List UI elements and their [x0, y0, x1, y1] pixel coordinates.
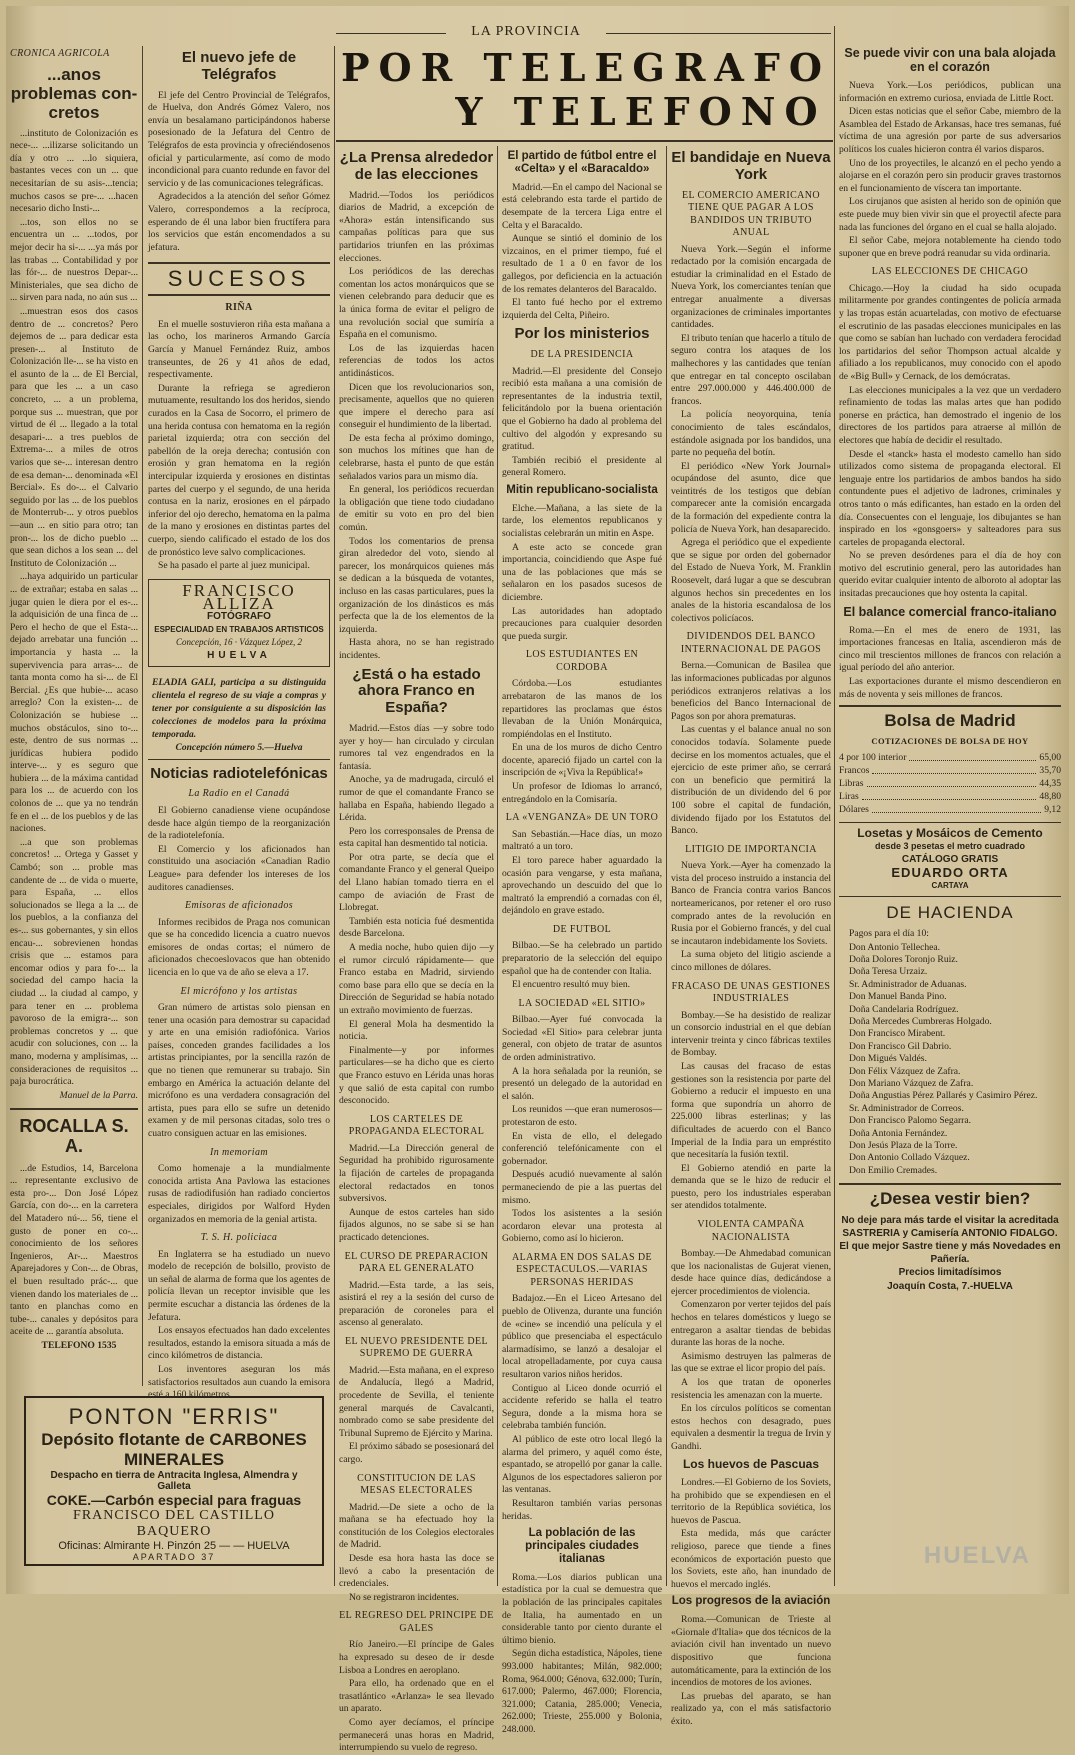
paragraph: Nueva York.—Ayer ha comenzado la vista del proceso instruido a instancia del Banco de Francia contra varios Bancos norteamericanos, por retener el oro ruso comprado antes de la revolución en Rusia por el Gobierno francés, y del cual se incautaron indebidamente los Soviets. [671, 860, 831, 947]
ad-subtitle: Depósito flotante de CARBONES MINERALES [41, 1430, 307, 1469]
ad-text: ...de Estudios, 14, Barcelona ... representante exclusivo de esta pro-... Don José López García, con do-... en la carretera del Matadero nú-... 56, tiene el gusto de poner en co-... conocimiento de los señores Ingenieros, Ar-... Maestros Aparejadores y Con-... de Obras, el buen resultado prác-... que vienen dando los materiales de ... tanto en planchas como en tube-... canales y depósitos para aceite de ... garantía absoluta. [10, 1162, 138, 1338]
article-title: Noticias radiotelefónicas [150, 764, 328, 782]
subheading: EL REGRESO DEL PRINCIPE DE GALES [339, 1610, 494, 1634]
list-item: Don Francisco Palomo Segarra. [849, 1115, 972, 1127]
subheading: T. S. H. policiaca [200, 1232, 278, 1244]
signature: Manuel de la Parra. [59, 1089, 138, 1101]
subheading: In memoriam [209, 1146, 268, 1158]
paragraph: Roma.—Los diarios publican una estadística por la cual se demuestra que la población de las principales capitales de Italia, ha aumentado en un considerable tanto por ciento durante el último bienio. [502, 1571, 662, 1646]
bolsa-label: 4 por 100 interior [839, 751, 907, 763]
main-headline [336, 46, 836, 134]
subheading: FRACASO DE UNAS GESTIONES INDUSTRIALES [671, 980, 831, 1005]
paragraph: El señor Cabe, mejora notablemente ha ciendo todo suponer que en breve podrá reanudar su vida ordinaria. [839, 235, 1061, 259]
paragraph: Por otra parte, se decía que el comandante Franco y el general Queipo del Llano habían tomado tierra en el campo de aviación de Frast de Llobregat. [339, 851, 494, 914]
paragraph: Bilbao.—Ayer fué convocada la Sociedad «El Sitio» para celebrar junta general, con objeto de tratar de asuntos de orden administrativo. [502, 1014, 662, 1064]
paragraph: Desde el «tanck» hasta el modesto camello han sido utilizados como sistema de propaganda electoral. El lenguaje entre los partidarios de ambos bandos ha sido contundente pues el adjetivo de ladrones, criminales y otros tanto o más edificantes, han estado en la orden del día. Consecuentes con el lenguaje, los dibujantes se han inspirado en los «gonsgoers» y salteadores para sus carteles de propaganda electoral. [839, 448, 1061, 548]
paragraph: Las elecciones municipales a la vez que un verdadero refinamiento de todas las malas artes que han podido ponerse en práctica, han demostrado el ingenio de los directores de los partidos para atraerse al millón de electores que había de decidir el resultado. [839, 384, 1061, 446]
paragraph: También recibió el presidente al general Romero. [502, 454, 662, 479]
paragraph: Un profesor de Idiomas lo arrancó, entregándolo en la Comisaría. [502, 781, 662, 805]
paragraph: ...haya adquirido un particular ... de extrañar; estaba en salas ... jugar quien le diera por el es-... la adquisición de una finca de ... Pero el hecho de que el Esta-... dejado arrebatar una función ... importancia y hasta ... la supervivencia para arras-... de tanta monta como ha si-... de El Bercial. ¿Es que hubie-... acaso arreglo? Con la existen-... de Colonización se hubiese ... muchos obstáculos, sino to-... este, dentro de sus normas ... jurídicas hubiera podido interve-... y es seguro que hubiera ... de la máxima cantidad para los ... de acuerdo con los colonos de ... que ya no tendrán fe en el ... de los pueblos y de las naciones. [10, 571, 138, 835]
paragraph: La policía neoyorquina, tenía conocimiento de tales escándalos, estándole asignada por los bandidos, una parte no pequeña del botín. [671, 409, 831, 459]
paragraph: Las cuentas y el balance anual no son conocidos todavía. Solamente puede decirse en los momentos actuales, que el ejercicio de este primer año, se cerrará con un beneficio que permitirá la distribución de un dividendo del 6 por 100 sobre el capital de fundación, dividendo fijado por los Estatutos del Banco. [671, 724, 831, 837]
bolsa-row [839, 777, 1061, 790]
subheading: EL CURSO DE PREPARACION PARA EL GENERALATO [344, 1250, 489, 1275]
ad-address: Concepción, 16 · Vázquez López, 2 [176, 636, 302, 647]
column-2 [148, 46, 330, 1401]
list-item: Doña Mercedes Cumbreras Holgado. [849, 1015, 992, 1027]
paragraph: Según dicha estadística, Nápoles, tiene 993.000 habitantes; Milán, 982.000; Roma, 964.000; Génova, 632.000; Turín, 617.000; Palermo, 467.000; Florencia, 321.000; Catania, 285.000; Venecia, 262.000; Trieste, 255.000 y Bolonia, 248.000. [502, 1648, 662, 1735]
paragraph: Finalmente—y por informes particulares—se ha dicho que es cierto que Franco estuvo en Lérida unas horas y que salió de esta capital con rumbo desconocido. [339, 1044, 494, 1107]
leader-dots [909, 751, 1036, 761]
subheading: LAS ELECCIONES DE CHICAGO [871, 266, 1029, 278]
paragraph: Chicago.—Hoy la ciudad ha sido ocupada militarmente por grandes contingentes de policía armada y las tropas están acuarteladas, con motivo de efectuarse el escrutinio de las pasadas elecciones municipales en las que como se sabían han luchado con verdadera ferocidad los partidarios del señor Thompson actual alcalde y afiliado a los republicanos, muy conocido con el apodo de «Big Bull» y Cernack, de los demócratas. [839, 282, 1061, 382]
bolsa-row [839, 751, 1061, 764]
bolsa-value: 44,35 [1039, 777, 1061, 789]
paragraph: Resultaron también varias personas heridas. [502, 1497, 662, 1522]
ad-ponton-erris [24, 1396, 324, 1566]
ad-title: PONTON "ERRIS" [68, 1404, 280, 1429]
paragraph: Después acudió nuevamente al salón permaneciendo de pie a las puertas del mismo. [502, 1169, 662, 1206]
paragraph: Agrega el periódico que el expediente que se sigue por orden del gobernador del Estado de Nueva York, M. Franklin Roosevelt, dará lugar a que se descubran algunos hechos sin precedentes en los anales de la historia escandalosa de los colectivos policíacos. [671, 537, 831, 624]
subheading: EL COMERCIO AMERICANO TIENE QUE PAGAR A LOS BANDIDOS UN TRIBUTO ANUAL [681, 189, 821, 239]
paragraph: En vista de ello, el delegado conferenció telefónicamente con el gobernador. [502, 1130, 662, 1167]
column-rule-2 [334, 46, 335, 1586]
headline-rule [336, 140, 833, 142]
article-title: El bandidaje en Nueva York [671, 149, 831, 183]
bolsa-row [839, 764, 1061, 777]
ad-address: Oficinas: Almirante H. Pinzón 25 — — HUELVA [58, 1540, 290, 1552]
subheading: RIÑA [225, 302, 253, 314]
paragraph: Esta medida, más que carácter religioso, parece que tiende a fines económicos de exportación puesto que los Soviets, este año, han inundado de huevos el mercado inglés. [671, 1528, 831, 1590]
bolsa-label: Libras [839, 777, 864, 789]
list-item: Don Migués Valdés. [849, 1053, 927, 1065]
paragraph: Nueva York.—Según el informe redactado por la comisión encargada de estudiar la criminalidad en el Estado de Nueva York, los comerciantes tenían que entregar anualmente a diversas organizaciones de criminales importantes cantidades. [671, 243, 831, 331]
paragraph: El encuentro resultó muy bien. [512, 979, 631, 991]
paragraph: Los periódicos de las derechas comentan los actos monárquicos que se vienen celebrando para deducir que es la única forma de evitar el peligro de una revolución social que sumiría a España en el comunismo. [339, 266, 494, 341]
paragraph: Agradecidos a la atención del señor Gómez Valero, correspondemos a la recíproca, esperando de él una labor bien fructífera para los servicios que están encomendados a su jefatura. [148, 191, 330, 253]
article-title: Por los ministerios [514, 325, 650, 343]
ad-text: ELADIA GALI, participa a su distinguida clientela el regreso de su viaje a compras y tener por consiguiente a su disposición las colecciones de modelos para la próxima temporada. [152, 677, 326, 740]
paragraph: Córdoba.—Los estudiantes arrebataron de las manos de los repartidores las proclamas que éstos llevaban de la Unión Monárquica, rompiéndolas en el Instituto. [502, 678, 662, 740]
paragraph: Los cirujanos que asisten al herido son de opinión que este puede muy bien vivir sin que el proyectil afecte para nada las funciones del órgano en el cual se halla alojado. [839, 196, 1061, 233]
paragraph: Roma.—En el mes de enero de 1931, las importaciones francesas en Italia, ascendieron más de cinco mil trescientos millones de francos con relación a igual período del año anterior. [839, 624, 1061, 674]
paragraph: Berna.—Comunican de Basilea que las informaciones publicadas por algunos periódicos extranjeros relativas a los beneficios del Banco Internacional de Pagos son por ahora prematuras. [671, 660, 831, 722]
leader-dots [872, 803, 1041, 813]
paragraph: Se ha pasado el parte al juez municipal. [158, 560, 310, 572]
subheading: VIOLENTA CAMPAÑA NACIONALISTA [697, 1219, 805, 1243]
paragraph: Uno de los proyectiles, le alcanzó en el pecho yendo a alojarse en el corazón pero sin producir graves trastornos en el funcionamiento de víscera tan importante. [839, 157, 1061, 194]
paragraph: El Gobierno atendió en parte la demanda que se le hizo de reducir el puesto, pero los industriales esperaban ser atendidos totalmente. [671, 1162, 831, 1212]
hacienda-list [839, 942, 1061, 1178]
bolsa-value: 35,70 [1039, 764, 1061, 776]
ad-title: Losetas y Mosáicos de Cemento [857, 825, 1043, 840]
bolsa-label: Francos [839, 764, 870, 776]
paragraph: Pagos para el día 10: [849, 927, 929, 939]
bolsa-title: Bolsa de Madrid [839, 705, 1061, 730]
ad-name: EDUARDO ORTA [891, 864, 1009, 880]
paragraph: Madrid.—Esta mañana, en el expreso de Andalucía, llegó a Madrid, procedente de Sevilla, el teniente general marqués de Cavalcanti, nombrado como se sabe presidente del Tribunal Supremo de Ejército y Marina. [339, 1364, 494, 1439]
paragraph: Aunque se sintió el dominio de los vizcainos, en el primer tiempo, fué el resultado de 1 a 0 en favor de los gallegos, por deficiencia en la actuación de los remates delanteros del Baracaldo. [502, 233, 662, 295]
paragraph: En Inglaterra se ha estudiado un nuevo modelo de recepción de bolsillo, provisto de un señal de alarma de forma que los agentes de policía llevan un receptor invisible que les permite escuchar a distancia las órdenes de la Jefatura. [148, 1248, 330, 1323]
paragraph: Las causas del fracaso de estas gestiones son la resistencia por parte del Gobierno a reducir el impuesto en una forma que supondría un ahorro de 225.000 libras esterlinas; y las dificultades de acuerdo con el Banco Imperial de la India para un empréstito que necesitaría la fusión textil. [671, 1060, 831, 1161]
ad-title: ¿Desea vestir bien? [839, 1183, 1061, 1208]
masthead-rule-left [336, 33, 446, 34]
column-5 [671, 146, 831, 1727]
paragraph: Madrid.—Esta tarde, a las seis, asistirá el rey a la sesión del curso de preparación de coroneles para el ascenso al generalato. [339, 1279, 494, 1329]
paragraph: ...instituto de Colonización es nece-... ...ilizarse solicitando un día y otro ... ...lo siquiera, bastantes veces con un ... que necesitarían de su asis-...tencia; muchos casos se pre-... ...hacen necesario dicho Insti-... [10, 127, 138, 215]
paragraph: Anoche, ya de madrugada, circuló el rumor de que el comandante Franco se hallaba en España, habiendo llegado a Lérida. [339, 774, 494, 824]
paragraph: Asimismo destruyen las palmeras de las que se extrae el licor propio del país. [671, 1350, 831, 1375]
bolsa-row [839, 803, 1061, 816]
paragraph: Como homenaje a la mundialmente conocida artista Ana Pavlowa las estaciones rusas de radiodifusión han radiado conciertos especiales, dirigidos por Walford Hyden organizados en memoria de la genial artista. [148, 1163, 330, 1225]
paragraph: ...a que son problemas concretos! ... Ortega y Gasset y Cambó; son ... proble mas candente de ... de vida o muerte, para España, ... ellos solucionados se llega a la ... de los pueblos, a la confianza del es-... sus gobernantes, y sin ellos encau-... sobrevienen hondas crisis que ... estamos para encomar odios y para fo-... la sociedad del campo hacia la ciudad ... la ciudad al campo, y para tener en ... problema pavoroso de la emigra-... son problemas concretos y ... que acudir con soluciones, con ... la mano, moderna y amplísimas, ... consideraciones de requisitos ... paja burocrática. [10, 836, 138, 1088]
bolsa-label: Dólares [839, 803, 869, 815]
ad-address: Joaquín Costa, 7.-HUELVA [887, 1280, 1013, 1292]
paragraph: A la hora señalada por la reunión, se presentó un delegado de la autoridad en el salón. [502, 1065, 662, 1102]
paragraph: La suma objeto del litigio asciende a cinco millones de dólares. [671, 949, 831, 973]
paragraph: Elche.—Mañana, a las siete de la tarde, los elementos republicanos y socialistas celebrarán un mitin en Aspe. [502, 502, 662, 539]
subheading: Emisoras de aficionados [184, 900, 294, 912]
paragraph: Bilbao.—Se ha celebrado un partido preparatorio de la selección del equipo español que ha de contender con Italia. [502, 940, 662, 977]
leader-dots [867, 777, 1037, 787]
paragraph: Madrid.—Estos días —y sobre todo ayer y hoy— han circulado y circulan rumores tal vez engendrados en la fantasía. [339, 722, 494, 772]
ad-address: CARTAYA [931, 880, 969, 890]
paragraph: Las pruebas del aparato, se han realizado ya, con el más satisfactorio éxito. [671, 1690, 831, 1727]
ad-sub: desde 3 pesetas el metro cuadrado [874, 840, 1026, 851]
paragraph: Todos los comentarios de prensa giran alrededor del voto, siendo al parecer, los monárquicos quienes más se dedican a la búsqueda de votantes, incluso en las casas particulares, pues la organización de los dinásticos es más perfecta que la de los elementos de la izquierda. [339, 535, 494, 635]
bolsa-value: 48,80 [1039, 790, 1061, 802]
leader-dots [872, 764, 1036, 774]
list-item: Don Mariano Vázquez de Zafra. [849, 1077, 974, 1089]
paragraph: ...tos, son ellos no se encuentra un ... ...todos, por mejor decir ha si-... ...ya más por las trabas ... Contabilidad y por las fór-... de nuestros Depar-... Ministeriales, que sea dicho de ... sirven para nada, no aún sus ... [10, 216, 138, 304]
paragraph: Todos los asistentes a la sesión acordaron elevar una protesta al Gobierno, como así lo hicieron. [502, 1208, 662, 1245]
paragraph: El general Mola ha desmentido la noticia. [339, 1018, 494, 1043]
ad-line: COKE.—Carbón especial para fraguas [46, 1492, 302, 1508]
article-title: ¿La Prensa alrededor de las elecciones [339, 149, 494, 183]
paragraph: Dicen estas noticias que el señor Cabe, miembro de la Asamblea del Estado de Arkansas, hace tres semanas, fué víctima de una agresión por parte de sus adversarios políticos los cuales hicieron contra él varios disparos. [839, 106, 1061, 155]
paragraph: Madrid.—El presidente del Consejo recibió esta mañana a una comisión de representantes de la industria textil, felicitándolo por la buena orientación que el Gobierno ha dado al problema del cultivo del algodón y expresando su gratitud. [502, 365, 662, 453]
paragraph: Los reunidos —que eran numerosos— protestaron de esto. [502, 1104, 662, 1129]
bolsa-label: Liras [839, 790, 859, 802]
paragraph: En general, los periódicos recuerdan la obligación que tiene todo ciudadano de emitir su voto en pro del bien común. [339, 484, 494, 534]
article-title: ¿Está o ha estado ahora Franco en España? [352, 665, 481, 717]
article-title: Mitin republicano-socialista [506, 483, 658, 496]
ad-city: HUELVA [207, 649, 271, 661]
subheading: DIVIDENDOS DEL BANCO INTERNACIONAL DE PAGOS [680, 631, 822, 655]
paragraph: Londres.—El Gobierno de los Soviets, ha prohibido que se expendiesen en el territorio de la República soviética, los huevos de Pascua. [671, 1477, 831, 1526]
paragraph: Para ello, ha ordenado que en el trasatlántico «Arlanza» le sea llevado un aparato. [339, 1678, 494, 1715]
subheading: El micrófono y los artistas [180, 985, 298, 997]
section-label: CRONICA AGRICOLA [10, 48, 110, 59]
ad-address: Concepción número 5.—Huelva [175, 742, 303, 753]
paragraph: Durante la refriega se agredieron mutuamente, resultando los dos heridos, siendo curados en la Casa de Socorro, el primero de una herida contusa con hematoma en la región parietal izquierda; otra con sección del pabellón de la oreja derecha; contusión con erosión y gran hematoma en la región intercipular izquierda y erosiones en distintas partes del cuerpo y el segundo, de una herida contusa en la nariz, erosiones en el párpado inferior del ojo derecho, hematoma en la palma de la mano y erosiones en distintas partes del cuerpo, siendo calificado el estado de los dos de pronóstico leve salvo complicaciones. [148, 382, 330, 558]
subheading: DE FUTBOL [552, 923, 612, 935]
paragraph: A media noche, hubo quien dijo —y el rumor circuló rápidamente— que Franco estaba en Madrid, sirviendo como base para ello que se decía en la Dirección de Seguridad se había notado un extraño movimiento de fuerzas. [339, 942, 494, 1017]
paragraph: Contiguo al Liceo donde ocurrió el accidente referido se halla el teatro Segura, donde a la misma hora se celebraba también función. [502, 1382, 662, 1432]
ad-sub: FOTÓGRAFO [207, 610, 271, 622]
paragraph: Los de las izquierdas hacen referencias de todos los actos antidinásticos. [339, 342, 494, 379]
ad-fotografo [148, 579, 330, 667]
ad-name: FRANCISCO ALLIZA [182, 580, 296, 613]
paragraph: Desde esa hora hasta las doce se llevó a cabo la presentación de credenciales. [339, 1553, 494, 1590]
subheading: CONSTITUCION DE LAS MESAS ELECTORALES [357, 1472, 476, 1497]
paragraph: No se registraron incidentes. [349, 1591, 459, 1603]
paragraph: Madrid.—La Dirección general de Seguridad ha prohibido rigurosamente la fijación de carteles de propaganda electoral redactados en tonos subversivos. [339, 1142, 494, 1205]
article-title: ...anos problemas con-cretos [10, 64, 138, 122]
paragraph: En una de los muros de dicho Centro docente, apareció fijado un cartel con la inscripción de «¡Viva la República!» [502, 742, 662, 779]
ad-title: ROCALLA S. A. [19, 1116, 129, 1157]
paragraph: Las autoridades han adoptado precauciones para cualquier desorden que pueda surgir. [502, 605, 662, 642]
list-item: Don Félix Vázquez de Zafra. [849, 1065, 961, 1077]
paragraph: También esta noticia fué desmentida desde Barcelona. [339, 915, 494, 940]
leader-dots [862, 790, 1037, 800]
paragraph: Badajoz.—En el Liceo Artesano del pueblo de Olivenza, durante una función de «cine» se incendió una película y el público que presenciaba el espectáculo alarmadísimo, se lanzó a desalojar el local atropelladamente, por cuya causa resultaron varios niños heridos. [502, 1293, 662, 1381]
paragraph: Las exportaciones durante el mismo descendieron en más de noventa y seis millones de francos. [839, 676, 1061, 700]
paragraph: Al público de este otro local llegó la alarma del primero, y aquél como éste, espantado, se atropelló por ganar la calle. Algunos de los espectadores salieron por las ventanas. [502, 1434, 662, 1496]
headline-line-2: Y TELEFONO [455, 89, 827, 134]
paragraph: Los ensayos efectuados han dado excelentes resultados, estando la emisora situada a más de cinco kilómetros de distancia. [148, 1325, 330, 1362]
list-item: Sr. Administrador de Aduanas. [849, 978, 967, 990]
list-item: Doña Teresa Urzaiz. [849, 966, 928, 978]
paragraph: San Sebastián.—Hace días, un mozo maltrató a un toro. [502, 828, 662, 853]
paragraph: Bombay.—Se ha desistido de realizar un consorcio industrial en el que debían intervenir treinta y cinco fábricas textiles de Bombay. [671, 1009, 831, 1059]
paragraph: Hasta ahora, no se han registrado incidentes. [339, 637, 494, 661]
ad-catalog: CATÁLOGO GRATIS [901, 853, 999, 865]
list-item: Don Francisco Gil Dabrio. [849, 1040, 952, 1052]
ad-phone: TELEFONO 1535 [41, 1339, 117, 1351]
list-item: Don Antonio Tellechea. [849, 941, 941, 953]
paragraph: Comenzaron por verter tejidos del país hechos en telares domésticos y luego se entregaron a asaltar tiendas de bebidas durante las horas de la noche. [671, 1299, 831, 1349]
paragraph: Los inventores aseguran los más satisfactorios resultados aun cuando la emisora esté a 160 kilómetros. [148, 1363, 330, 1401]
paragraph: En el muelle sostuvieron riña esta mañana a las ocho, los marineros Armando García García y Manuel Fernández Ruiz, ambos transeuntes, de 26 y 41 años de edad, respectivamente. [148, 318, 330, 381]
article-title: Los progresos de la aviación [671, 1595, 831, 1608]
bolsa-table [839, 751, 1061, 816]
paragraph: Como ayer decíamos, el príncipe permanecerá unas horas en Madrid, interrumpiendo su vuelo de regreso. [339, 1716, 494, 1754]
article-title: El nuevo jefe de Telégrafos [181, 49, 297, 83]
paragraph: ...muestran esos dos casos dentro de ... concretos? Pero dejemos de ... para dedicar esta presen-... al Instituto de Colonización lle-... se ha visto en el asunto de la ... de El Bercial, para que les ... a un caso concreto, ... a un problema, porque sus ... muestran, que por virtud de él ... llegado a la total desapari-... a tres pueblos de Extrema-... a miles de otros varios que se-... interesan dentro de esa deman-... denominada «El Bercial». Es do-... el Calvario seguido por las ... de los pueblos de Monterrub-... y otros pueblos —aun ... en sitio para otro; tan pron-... los de dicho pueblo ... que sean dichos a los sean ... del Instituto de Colonización ... [10, 305, 138, 569]
library-watermark: HUELVA [923, 1542, 1031, 1569]
column-rule-3 [497, 146, 498, 1586]
paragraph: Madrid.—De siete a ocho de la mañana se ha efectuado hoy la constitución de los Colegios electorales de Madrid. [339, 1501, 494, 1551]
article-title: La población de las principales ciudades italianas [525, 1527, 639, 1565]
column-rule-4 [666, 146, 667, 1586]
paragraph: El próximo sábado se posesionará del cargo. [339, 1441, 494, 1466]
paragraph: A este acto se concede gran importancia, coincidiendo que Aspe fué una de las poblaciones que más se señalaron en los pasados sucesos de diciembre. [502, 541, 662, 603]
article-title: Se puede vivir con una bala alojada en el corazón [844, 46, 1056, 74]
subheading: LA SOCIEDAD «EL SITIO» [518, 997, 646, 1009]
list-item: Don Jesús Plaza de la Torre. [849, 1140, 958, 1151]
bolsa-row [839, 790, 1061, 803]
newspaper-page [6, 6, 1069, 1754]
paragraph: El toro parece haber aguardado la ocasión para vengarse, y esta mañana, aprovechando un descuido del que lo maltrató la emprendió a cornadas con él, dejándolo en grave estado. [502, 854, 662, 917]
list-item: Sr. Administrador de Correos. [849, 1102, 964, 1114]
paragraph: Aunque de estos carteles han sido fijados algunos, no se sabe si se han practicado detenciones. [339, 1206, 494, 1243]
paragraph: No se preven desórdenes para el día de hoy con motivo del escrutinio general, pero las autoridades han querido evitar cualquier intento de alboroto al adoptar las insitadas precauciones que hoy ostenta la capital. [839, 550, 1061, 600]
ad-line: Despacho en tierra de Antracita Inglesa, Almendra y Galleta [50, 1470, 298, 1492]
paragraph: El tributo tenían que hacerlo a título de seguro contra los ataques de los malhechores y las cantidades que tenían que entregar en tal concepto oscilaban entre 297.000.000 y 446.400.000 de francos. [671, 332, 831, 407]
ad-text: No deje para más tarde el visitar la acreditada SASTRERIA y Camisería ANTONIO FIDALGO. El que mejor Sastre tiene y más Novedades en Pañería. [839, 1215, 1061, 1266]
paragraph: Río Janeiro.—El príncipe de Gales ha expresado su deseo de ir desde Lisboa a Londres en aeroplano. [339, 1639, 494, 1676]
paragraph: Madrid.—Todos los periódicos diarios de Madrid, a excepción de «Ahora» están intensificando sus campañas políticas para que sus partidarios triunfen en las próximas elecciones. [339, 189, 494, 264]
paragraph: De esta fecha al próximo domingo, son muchos los mítines que han de celebrarse, hasta el punto de que están señalados varios para un mismo día. [339, 432, 494, 482]
paragraph: Gran número de artistas solo piensan en tener una ocasión para demostrar su capacidad y arte en una emisión radiofónica. Varios países, conceden grandes facilidades a los artistas principiantes, por la sencilla razón de que no tienen que remunerar su trabajo. Sin embargo en América la actuación delante del micrófono es una verdadera consagración del artista, pues para ello se sufre un detenido examen y de mil personas citadas, solo tres o cuatro consiguen actuar en las emisiones. [148, 1002, 330, 1140]
subheading: LOS CARTELES DE PROPAGANDA ELECTORAL [348, 1113, 485, 1138]
column-6 [839, 42, 1061, 1592]
list-item: Don Antonio Collado Vázquez. [849, 1152, 970, 1164]
list-item: Doña Dolores Toronjo Ruiz. [849, 953, 958, 965]
paragraph: Madrid.—En el campo del Nacional se está celebrando esta tarde el partido de desempate de la tercera Liga entre el Celta y el Baracaldo. [502, 181, 662, 231]
paragraph: El periódico «New York Journal» ocupándose del asunto, dice que veintitrés de los testigos que debían comparecer ante la comisión encargada de la formación del expediente contra la policía de Nueva York, han desaparecido. [671, 460, 831, 535]
column-rule-1 [142, 46, 143, 1386]
list-item: Doña Antonia Fernández. [849, 1127, 948, 1139]
list-item: Don Emilio Cremades. [849, 1164, 938, 1176]
paragraph: El Gobierno canadiense viene ocupándose desde hace algún tiempo de la reorganización de la radiotelefonía. [148, 804, 330, 842]
article-title: El balance comercial franco-italiano [843, 604, 1057, 619]
article-title: El partido de fútbol entre el «Celta» y el «Baracaldo» [507, 150, 657, 175]
section-sucesos: SUCESOS [148, 262, 330, 296]
paragraph: A los que tratan de oponerles resistencia les amenazan con la muerte. [671, 1377, 831, 1401]
paragraph: Dicen que los revolucionarios son, precisamente, aquellos que no quieren que impere el derecho para así conseguir el hundimiento de la libertad. [339, 381, 494, 431]
list-item: Don Francisco Mirabent. [849, 1028, 946, 1040]
ad-po-box: APARTADO 37 [132, 1552, 216, 1562]
list-item: Doña Candelaria Rodríguez. [849, 1003, 959, 1015]
paragraph: Pero los corresponsales de Prensa de esta capital han desmentido tal noticia. [339, 825, 494, 850]
subheading: DE LA PRESIDENCIA [530, 349, 634, 361]
bolsa-value: 65,00 [1039, 751, 1061, 763]
paragraph: El jefe del Centro Provincial de Telégrafos, de Huelva, don Andrés Gómez Valero, nos envía un besalamano participándonos haberse posesionado de la Jefatura del Centro de Telégrafos de esta provincia y ofreciéndosenos oficial y particularmente, así como de modo incondicional para cuanto redunde en favor del servicio y de las comunicaciones telegráficas. [148, 89, 330, 189]
paragraph: Nueva York.—Los periódicos, publican una información en extremo curiosa, enviada de Little Roct. [839, 80, 1061, 104]
paragraph: Roma.—Comunican de Trieste al «Giornale d'Italia» que dos técnicos de la aviación civil han inventado un nuevo dispositivo que funciona automáticamente, para la extinción de los incendios de motores de los aviones. [671, 1614, 831, 1689]
column-4 [502, 146, 662, 1735]
subheading: LOS ESTUDIANTES EN CORDOBA [525, 649, 639, 673]
masthead: LA PROVINCIA [471, 24, 581, 39]
ad-line: ESPECIALIDAD EN TRABAJOS ARTISTICOS [154, 624, 324, 634]
column-rule-5 [834, 26, 835, 1586]
ad-owner: FRANCISCO DEL CASTILLO BAQUERO [73, 1508, 275, 1539]
masthead-rule-right [606, 33, 831, 34]
ad-eladia [148, 673, 330, 760]
subheading: LITIGIO DE IMPORTANCIA [685, 843, 817, 855]
subheading: LA «VENGANZA» DE UN TORO [505, 812, 659, 824]
column-1 [10, 42, 138, 1387]
list-item: Doña Angustias Pérez Pallarés y Casimiro Pérez. [849, 1090, 1038, 1102]
article-title: Los huevos de Pascuas [682, 1456, 820, 1471]
subheading: La Radio en el Canadá [188, 788, 290, 800]
subheading: ALARMA EN DOS SALAS DE ESPECTACULOS.—VARIAS PERSONAS HERIDAS [512, 1251, 652, 1288]
separator [10, 1108, 138, 1110]
paragraph: Bombay.—De Ahmedabad comunican que los nacionalistas de Gujerat vienen, desde hace quince días, dedicándose a ejercer procedimientos de violencia. [671, 1248, 831, 1297]
subheading: EL NUEVO PRESIDENTE DEL SUPREMO DE GUERRA [345, 1335, 488, 1360]
bolsa-subtitle: COTIZACIONES DE BOLSA DE HOY [871, 736, 1029, 747]
ad-prices: Precios limitadísimos [898, 1267, 1002, 1279]
paragraph: El Comercio y los aficionados han constituido una asociación «Canadian Radio League» para defender los intereses de los auditores canadienses. [148, 843, 330, 893]
column-3 [339, 146, 494, 1754]
paragraph: Informes recibidos de Praga nos comunican que se ha concedido licencia a cuatro nuevos emisores de ondas cortas; el número de aficionados checoeslovacos que han obtenido licencia en lo que va de año se eleva a 17. [148, 916, 330, 979]
paragraph: En los círculos políticos se comentan estos hechos con desagrado, pues equivalen a desmentir la tregua de Irvin y Gandhi. [671, 1403, 831, 1452]
headline-line-1: POR TELEGRAFO [340, 45, 831, 90]
ad-losetas [839, 822, 1061, 897]
list-item: Don Manuel Banda Pino. [849, 991, 947, 1003]
bolsa-value: 9,12 [1044, 803, 1061, 815]
paragraph: El tanto fué hecho por el extremo izquierda del Celta, Piñeiro. [502, 297, 662, 321]
hacienda-title: DE HACIENDA [886, 902, 1014, 922]
